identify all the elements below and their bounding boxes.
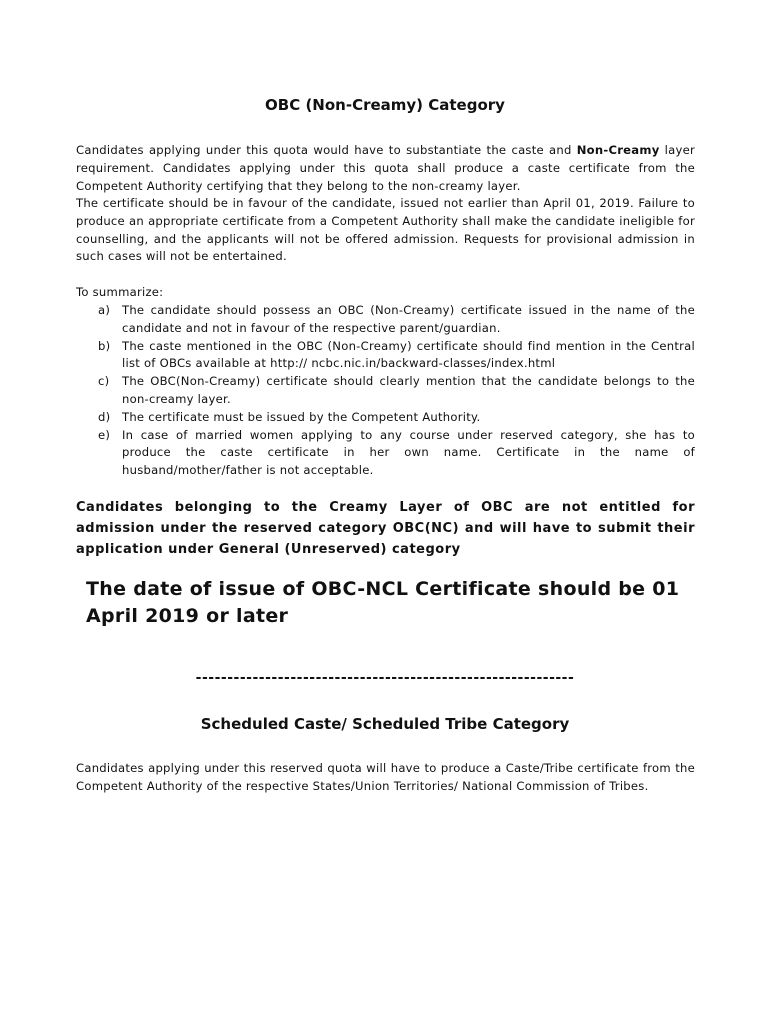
list-marker: c) [98, 374, 110, 389]
creamy-layer-note: Candidates belonging to the Creamy Layer of OBC are not entitled for admission under the reserved category OBC(NC) and will have to submit their application under General (Unreserved) category [76, 500, 695, 557]
list-item-text: The certificate must be issued by the Competent Authority. [122, 409, 481, 424]
summary-intro: To summarize: [76, 285, 164, 299]
obc-paragraph-1 [76, 142, 695, 195]
obc-paragraph-1-start: Candidates applying under this quota would have to substantiate the caste and [76, 143, 577, 157]
list-item-text: The caste mentioned in the OBC (Non-Creamy) certificate should find mention in the Central list of OBCs available at http:// ncbc.nic.in/backward-classes/index.html [122, 338, 695, 371]
section-divider: ------------------------------------------------------------ [195, 670, 575, 686]
sc-st-heading: Scheduled Caste/ Scheduled Tribe Category [200, 715, 570, 733]
obc-paragraph-1-end: layer requirement. Candidates applying under this quota shall produce a caste certificate from the Competent Authority certifying that they belong to the non-creamy layer. [76, 143, 695, 193]
list-item-text: The OBC(Non-Creamy) certificate should clearly mention that the candidate belongs to the non-creamy layer. [122, 374, 695, 406]
list-item [76, 427, 695, 480]
list-marker: e) [98, 427, 111, 442]
obc-heading: OBC (Non-Creamy) Category [265, 96, 505, 114]
list-item [76, 302, 695, 338]
list-item-text: In case of married women applying to any course under reserved category, she has to produce the caste certificate in her own name. Certificate in the name of husband/mother/father is not acceptable. [122, 427, 695, 478]
list-item [76, 409, 695, 427]
list-marker: a) [98, 303, 111, 317]
list-marker: d) [98, 409, 111, 424]
date-of-issue-note: The date of issue of OBC-NCL Certificate should be 01 April 2019 or later [86, 578, 680, 627]
non-creamy-emphasis: Non-Creamy [576, 143, 660, 157]
list-item-text: The candidate should possess an OBC (Non-Creamy) certificate issued in the name of the candidate and not in favour of the respective parent/guardian. [122, 303, 695, 335]
list-marker: b) [98, 338, 111, 353]
list-item [76, 373, 695, 409]
sc-st-paragraph: Candidates applying under this reserved quota will have to produce a Caste/Tribe certificate from the Competent Authority of the respective States/Union Territories/ National Commission of Tribes. [76, 761, 695, 793]
obc-paragraph-2: The certificate should be in favour of the candidate, issued not earlier than April 01, 2019. Failure to produce an appropriate certificate from a Competent Authority shall make the candidate ineligible for counselling, and the applicants will not be offered admission. Requests for provisional admission in such cases will not be entertained. [76, 196, 695, 264]
summary-list [76, 302, 695, 480]
list-item [76, 338, 695, 374]
